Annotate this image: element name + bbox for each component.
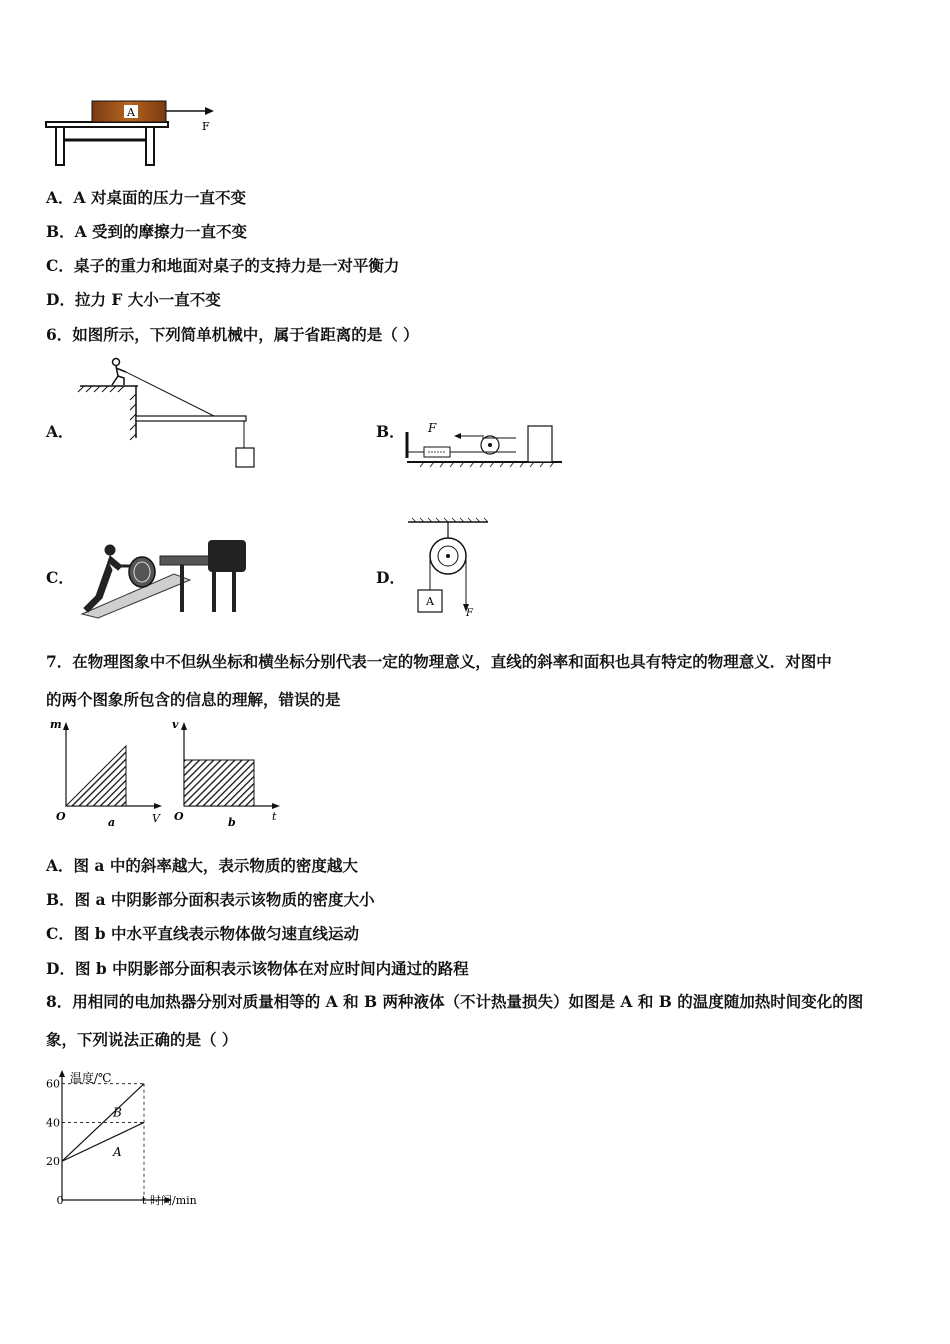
q5-option-a: A．A 对桌面的压力一直不变 <box>46 188 246 207</box>
q6-label-d: D． <box>376 568 405 587</box>
q5-option-c: C．桌子的重力和地面对桌子的支持力是一对平衡力 <box>46 256 400 275</box>
q8-y-tick-40: 40 <box>46 1116 60 1130</box>
weight-block <box>236 448 254 467</box>
q8-x-tick-t: t <box>141 1194 147 1207</box>
q8-stem-line1: 8．用相同的电加热器分别对质量相等的 A 和 B 两种液体（不计热量损失）如图是 A 和 B 的温度随加热时间变化的图 <box>46 992 864 1011</box>
graph-a-origin: O <box>56 810 66 823</box>
q5-figure <box>44 96 224 168</box>
block-a-label: A <box>127 106 135 119</box>
force-arrowhead-b <box>454 433 461 439</box>
fig-b-force-label: F <box>428 421 437 435</box>
q8-x-label: 时间/min <box>150 1194 197 1207</box>
q7-stem-line2: 的两个图象所包含的信息的理解，错误的是 <box>46 690 341 709</box>
fig-d-force-label: F <box>466 608 473 619</box>
graph-a-x-label: V <box>152 812 160 825</box>
force-arrowhead <box>205 107 214 115</box>
q6-label-c: C． <box>46 568 74 587</box>
lever-bar <box>136 416 246 421</box>
q6-stem: 6．如图所示，下列简单机械中，属于省距离的是（ ） <box>46 325 419 344</box>
q8-stem-line2: 象，下列说法正确的是（ ） <box>46 1030 238 1049</box>
q5-option-b: B．A 受到的摩擦力一直不变 <box>46 222 248 241</box>
q7-graph-b <box>170 718 290 830</box>
q8-y-tick-60: 60 <box>46 1077 60 1091</box>
q7-option-d: D．图 b 中阴影部分面积表示该物体在对应时间内通过的路程 <box>46 959 469 978</box>
graph-b-name: b <box>228 816 236 829</box>
q6-figure-a <box>78 352 268 472</box>
q7-graph-a <box>46 718 166 830</box>
shaded-region-b <box>184 760 254 806</box>
box <box>528 426 552 462</box>
q8-y-tick-20: 20 <box>46 1155 60 1169</box>
q6-figure-c <box>74 536 254 620</box>
graph-b-y-label: v <box>172 718 179 731</box>
q8-y-label: 温度/℃ <box>70 1071 112 1085</box>
q7-option-a: A．图 a 中的斜率越大，表示物质的密度越大 <box>46 856 358 875</box>
q5-option-d: D．拉力 F 大小一直不变 <box>46 290 221 309</box>
q8-x-tick-0: 0 <box>56 1194 64 1207</box>
q8-series-label-B: B <box>113 1105 122 1120</box>
q6-label-a: A． <box>46 422 74 441</box>
q8-series-label-A: A <box>113 1144 122 1159</box>
person-icon <box>112 359 126 386</box>
q6-label-b: B． <box>376 422 405 441</box>
rope <box>126 372 218 418</box>
table-leg-left <box>56 127 64 165</box>
table-leg-right <box>146 127 154 165</box>
fig-d-block-label: A <box>426 595 434 608</box>
q7-stem-line1: 7．在物理图象中不但纵坐标和横坐标分别代表一定的物理意义，直线的斜率和面积也具有特定的物理意义．对图中 <box>46 652 832 671</box>
graph-a-name: a <box>108 816 116 829</box>
shaded-region-a <box>66 746 126 806</box>
graph-a-y-label: m <box>50 718 62 731</box>
force-label: F <box>202 120 210 133</box>
q7-option-b: B．图 a 中阴影部分面积表示该物质的密度大小 <box>46 890 375 909</box>
crate <box>208 540 246 572</box>
q8-series-line-A <box>62 1122 144 1161</box>
q7-option-c: C．图 b 中水平直线表示物体做匀速直线运动 <box>46 924 359 943</box>
graph-b-x-label: t <box>272 810 277 823</box>
q6-figure-d <box>404 516 494 620</box>
q6-figure-b <box>404 416 564 472</box>
q8-temperature-chart <box>40 1066 230 1212</box>
graph-b-origin: O <box>174 810 184 823</box>
